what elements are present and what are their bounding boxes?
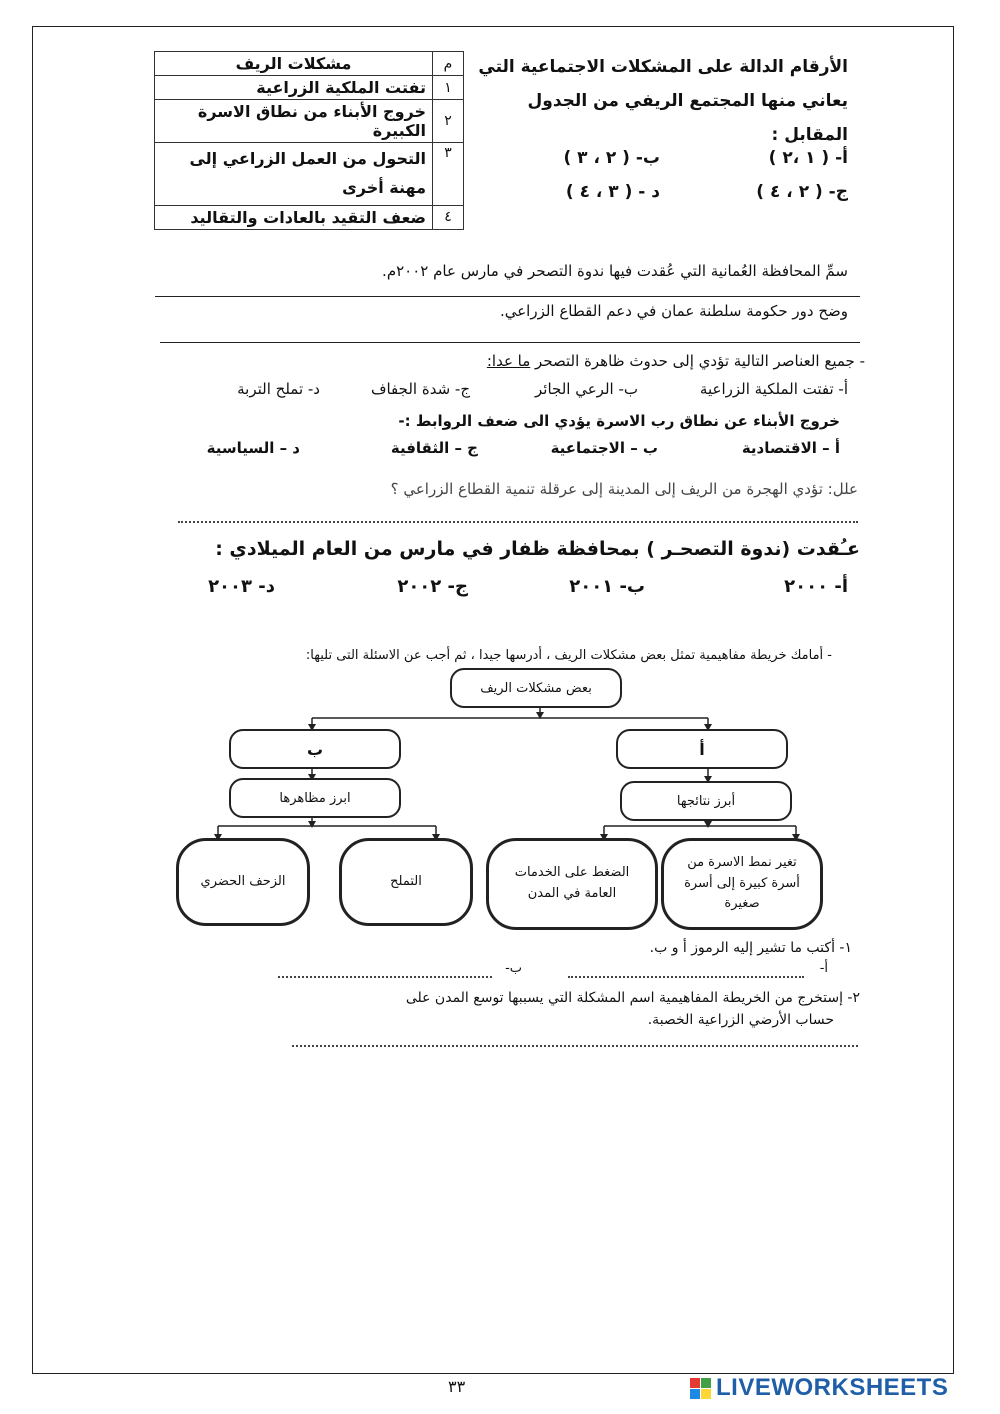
- row-num: ٣: [433, 143, 464, 206]
- q6-text: علل: تؤدي الهجرة من الريف إلى المدينة إلى عرقلة تنمية القطاع الزراعي ؟: [390, 480, 858, 498]
- map-root-node: بعض مشكلات الريف: [450, 668, 622, 708]
- page-number: ٣٣: [448, 1377, 466, 1396]
- q7-option-c[interactable]: ج- ٢٠٠٢: [397, 576, 468, 597]
- q3-text: وضح دور حكومة سلطنة عمان في دعم القطاع الزراعي.: [499, 302, 848, 320]
- map-q1-b-answer[interactable]: [278, 976, 492, 978]
- map-manifest-label: ابرز مظاهرها: [229, 778, 401, 818]
- q1-option-b[interactable]: ب- ( ٢ ، ٣ ): [563, 148, 660, 168]
- q5-option-b[interactable]: ب – الاجتماعية: [550, 439, 658, 457]
- map-q1-a-answer[interactable]: [568, 976, 804, 978]
- q4-prompt-except: ما عدا:: [486, 352, 531, 370]
- q1-prompt-line1: الأرقام الدالة على المشكلات الاجتماعية التي: [478, 57, 848, 77]
- map-node-a: أ: [616, 729, 788, 769]
- row-text: التحول من العمل الزراعي إلى مهنة أخرى: [155, 143, 433, 206]
- q7-prompt: عـُقدت (ندوة التصحـر ) بمحافظة ظفار في مارس من العام الميلادي :: [215, 538, 860, 560]
- map-q2-answer[interactable]: [292, 1045, 858, 1047]
- liveworksheets-logo-icon: [690, 1378, 712, 1400]
- map-result-2: الضغط على الخدمات العامة في المدن: [486, 838, 658, 930]
- map-q1-b-label: ب-: [505, 961, 522, 976]
- q7-option-b[interactable]: ب- ٢٠٠١: [569, 576, 645, 597]
- row-text: خروج الأبناء من نطاق الاسرة الكبيرة: [155, 100, 433, 143]
- q4-prompt-start: - جميع العناصر التالية تؤدي إلى حدوث ظاهرة التصحر: [530, 352, 865, 370]
- map-manifest-2: الزحف الحضري: [176, 838, 310, 926]
- q7-option-d[interactable]: د- ٢٠٠٣: [208, 576, 275, 597]
- map-result-1: تغير نمط الاسرة من أسرة كبيرة إلى أسرة صغيرة: [661, 838, 823, 930]
- q5-prompt: خروج الأبناء عن نطاق رب الاسرة يؤدي الى ضعف الروابط :-: [398, 412, 840, 430]
- map-q2-line2: حساب الأرضي الزراعية الخصبة.: [647, 1012, 834, 1028]
- q4-option-d[interactable]: د- تملح التربة: [237, 380, 320, 398]
- map-q2-line1: ٢- إستخرج من الخريطة المفاهيمية اسم المشكلة التي يسببها توسع المدن على: [405, 990, 860, 1006]
- map-manifest-1: التملح: [339, 838, 473, 926]
- row-num: ٢: [433, 100, 464, 143]
- q7-option-a[interactable]: أ- ٢٠٠٠: [784, 576, 848, 597]
- row-num: ١: [433, 76, 464, 100]
- q1-option-d[interactable]: د - ( ٣ ، ٤ ): [565, 182, 660, 202]
- col-num-header: م: [433, 52, 464, 76]
- q4-option-c[interactable]: ج- شدة الجفاف: [370, 380, 470, 398]
- row-text: تفتت الملكية الزراعية: [155, 76, 433, 100]
- brand-wordmark: LIVEWORKSHEETS: [716, 1374, 949, 1401]
- row-text: ضعف التقيد بالعادات والتقاليد: [155, 205, 433, 229]
- map-node-b: ب: [229, 729, 401, 769]
- q5-option-a[interactable]: أ – الاقتصادية: [741, 439, 840, 457]
- row-num: ٤: [433, 205, 464, 229]
- q1-option-c[interactable]: ج- ( ٢ ، ٤ ): [756, 182, 848, 202]
- q1-option-a[interactable]: أ- ( ١ ،٢ ): [768, 148, 848, 168]
- concept-map-intro: - أمامك خريطة مفاهيمية تمثل بعض مشكلات الريف ، أدرسها جيدا ، ثم أجب عن الاسئلة التى تليها:: [305, 648, 832, 663]
- q5-option-c[interactable]: ج – الثقافية: [390, 439, 478, 457]
- q4-option-a[interactable]: أ- تفتت الملكية الزراعية: [699, 380, 848, 398]
- q5-option-d[interactable]: د – السياسية: [206, 439, 300, 457]
- q1-prompt-line2: يعاني منها المجتمع الريفي من الجدول المقابل :: [527, 91, 848, 145]
- map-q1-a-label: أ-: [819, 961, 828, 976]
- col-title-header: مشكلات الريف: [155, 52, 433, 76]
- q2-text: سمِّ المحافظة العُمانية التي عُقدت فيها ندوة التصحر في مارس عام ٢٠٠٢م.: [382, 262, 848, 280]
- map-results-label: أبرز نتائجها: [620, 781, 792, 821]
- q4-option-b[interactable]: ب- الرعي الجائر: [535, 380, 638, 398]
- map-q1-text: ١- أكتب ما تشير إليه الرموز أ و ب.: [649, 940, 852, 956]
